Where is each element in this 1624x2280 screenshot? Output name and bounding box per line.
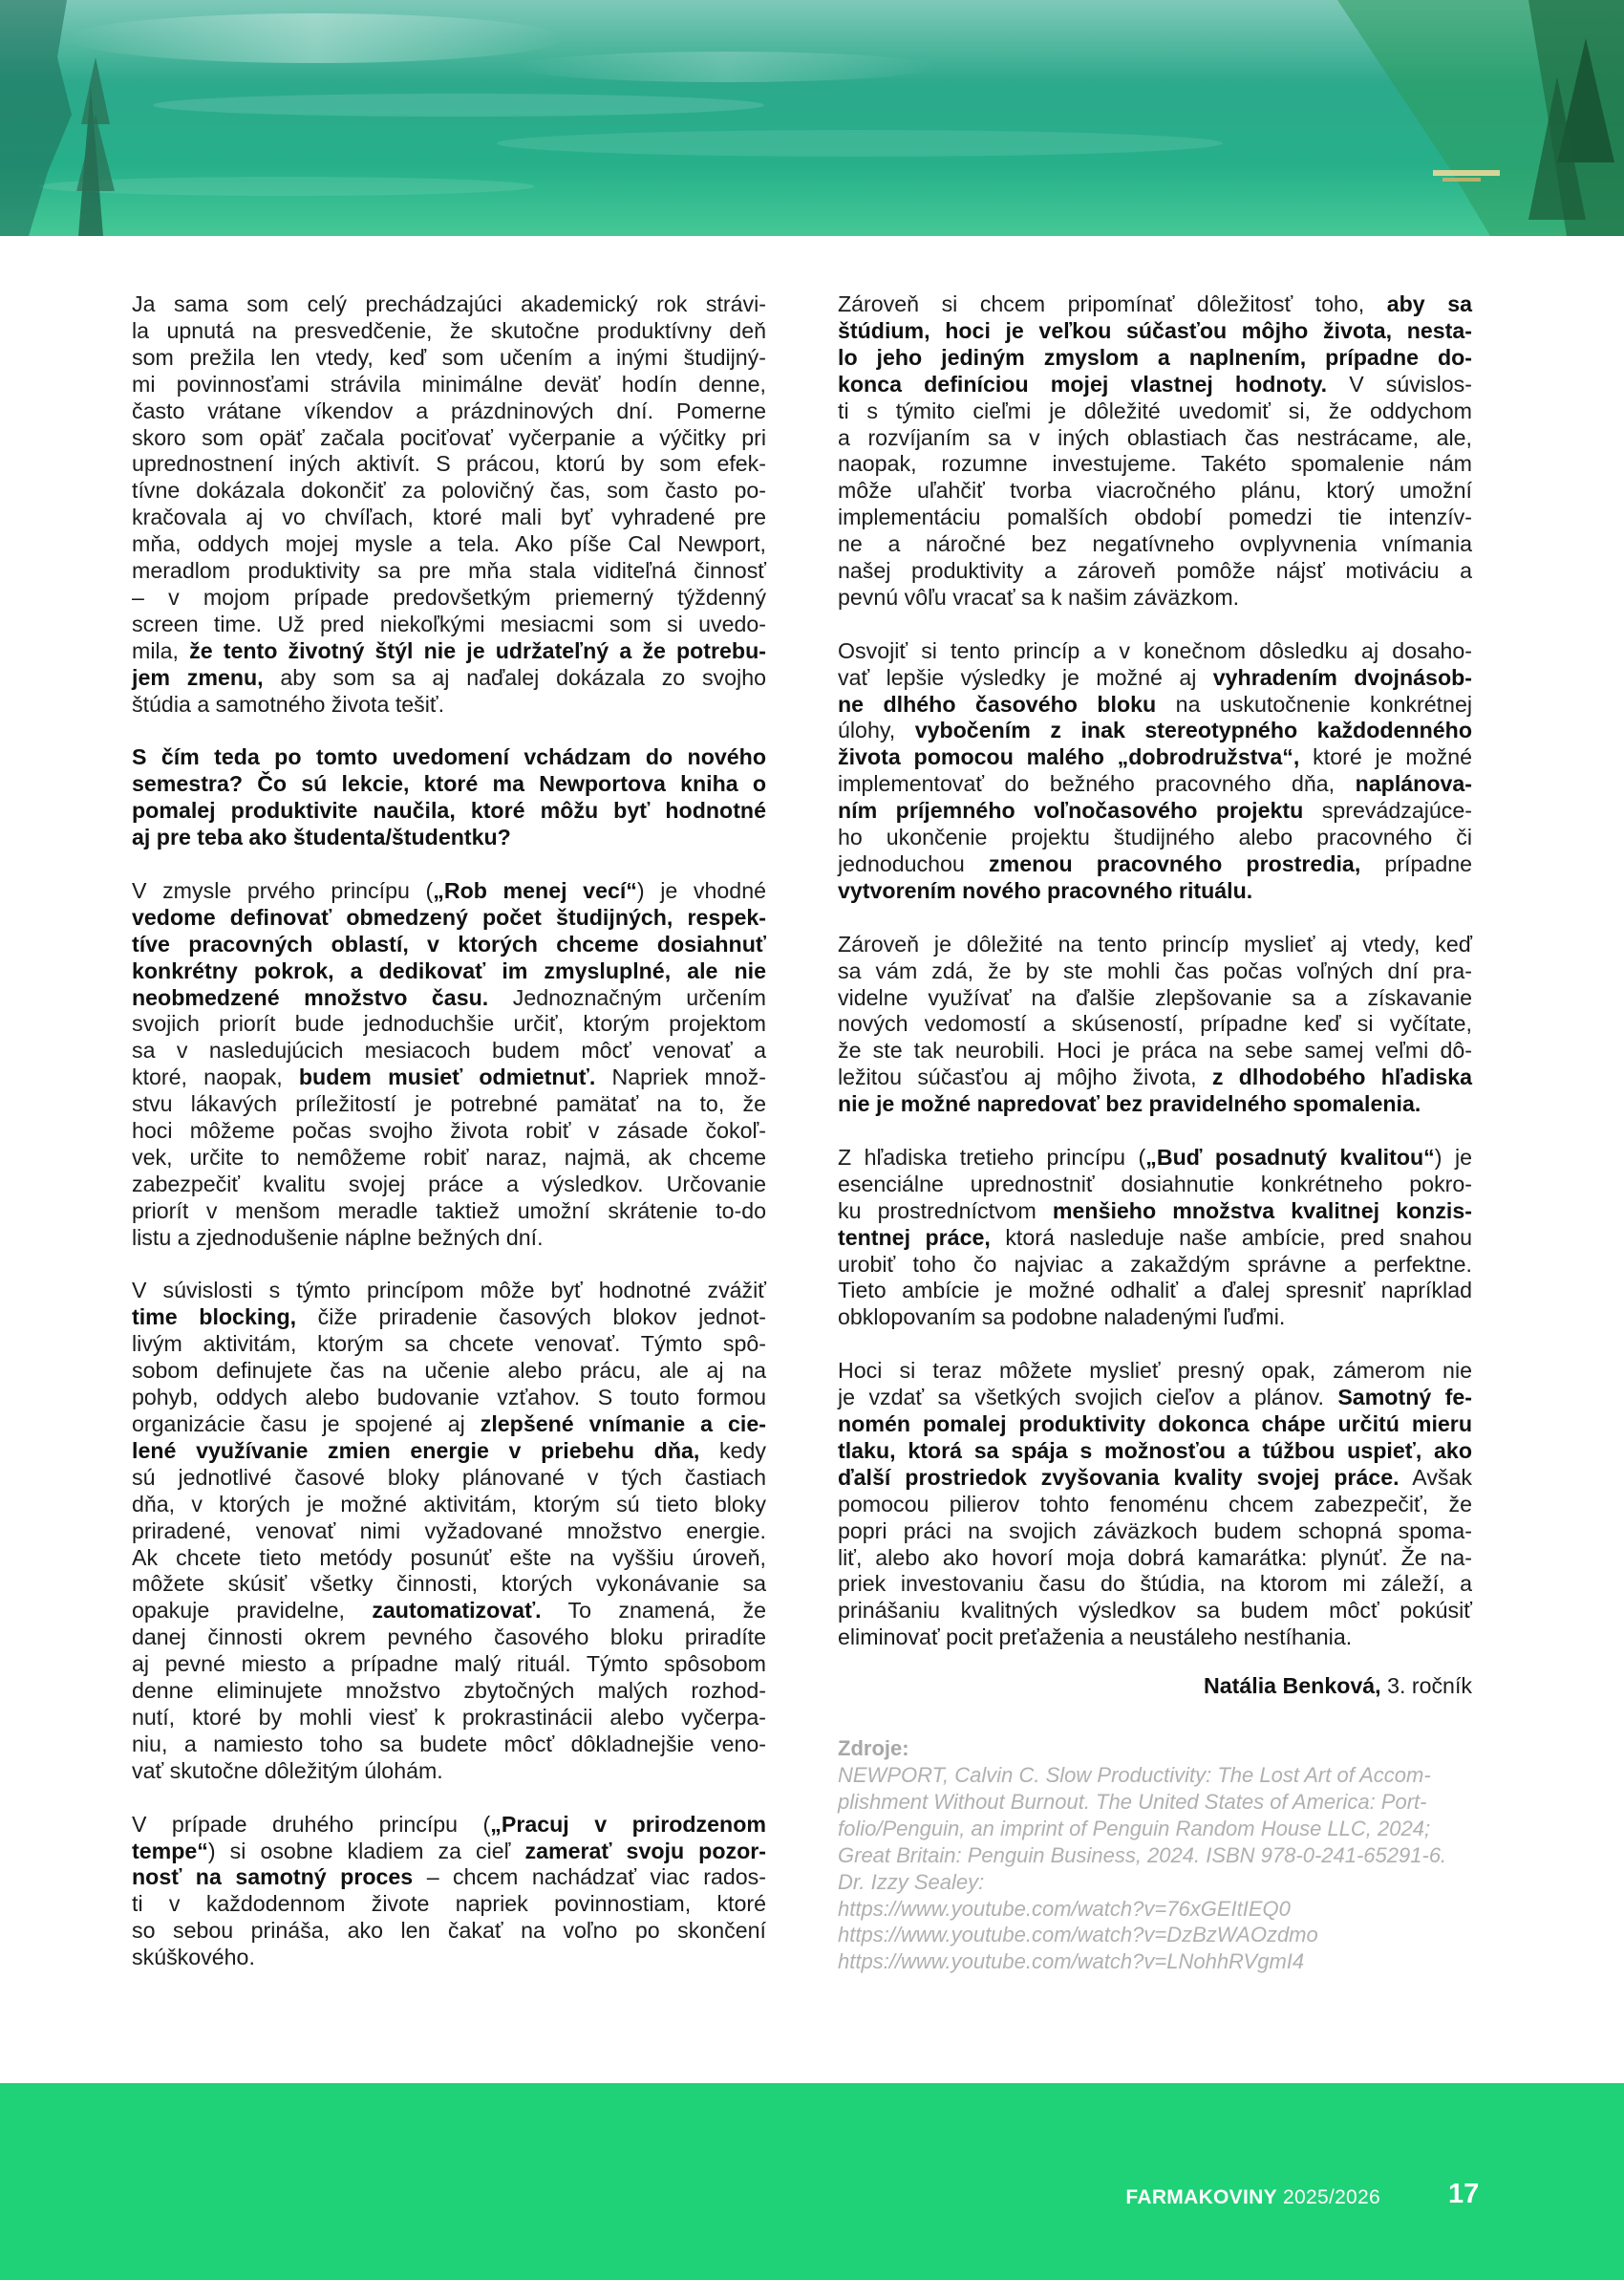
bold-text: nomén pomalej produktivity dokonca chápe určitú mieru: [838, 1411, 1472, 1436]
text-run: sprevádzajúce-: [1303, 798, 1472, 824]
text-run: vať skutočne dôležitým úlohám.: [132, 1757, 443, 1783]
text-line: [838, 744, 1472, 771]
text-line: [838, 1465, 1472, 1492]
text-line: [838, 531, 1472, 558]
text-run: liť, alebo ako hovorí moja dobrá kamarátka: plynúť. Že na-: [838, 1544, 1472, 1570]
text-run: hoci môžeme počas svojho života robiť v zásade čokoľ-: [132, 1118, 766, 1144]
bold-text: neobmedzené množstvo času.: [132, 984, 489, 1010]
text-line: [838, 558, 1472, 585]
text-run: kračovala aj vo chvíľach, ktoré mali byť vyhradené pre: [132, 505, 766, 530]
text-line: [132, 1385, 766, 1411]
text-run: Zároveň je dôležité na tento princíp myslieť aj vtedy, keď: [838, 931, 1472, 957]
text-line: [132, 1812, 766, 1839]
text-run: opakuje pravidelne,: [132, 1598, 373, 1624]
text-run: stvu lákavých príležitostí je potrebné pamätať na to, že: [132, 1091, 766, 1117]
hero-photo-banner: [0, 0, 1624, 236]
text-run: Zároveň si chcem pripomínať dôležitosť toho,: [838, 291, 1387, 316]
bold-text: tíve pracovných oblastí, v ktorých chceme dosiahnuť: [132, 931, 766, 957]
text-run: prípadne: [1360, 851, 1473, 877]
bold-text: S čím teda po tomto uvedomení vchádzam do nového: [132, 744, 766, 770]
text-run: naopak, rozumne investujeme. Takéto spomalenie nám: [838, 451, 1472, 477]
left_column-paragraph: [132, 1812, 766, 1971]
sources-section: [838, 1735, 1472, 1975]
left_column-paragraph: [132, 291, 766, 719]
bold-text: ďalší prostriedok zvyšovania kvality svojej práce.: [838, 1464, 1400, 1490]
source-item: plishment Without Burnout. The United States of America: Port-: [838, 1789, 1427, 1814]
article-right-column: [838, 291, 1472, 1975]
text-run: nutí, ktoré by mohli viesť k prokrastinácii alebo vyčerpa-: [132, 1704, 766, 1730]
text-run: ku prostredníctvom: [838, 1197, 1053, 1223]
text-line: [838, 1598, 1472, 1624]
text-run: pomocou pilierov tohto fenoménu chcem zabezpečiť, že: [838, 1491, 1472, 1516]
bold-text: zautomatizovať.: [372, 1598, 542, 1624]
left_column-paragraph: [132, 1278, 766, 1784]
text-run: jednoduchou: [838, 851, 990, 877]
text-line: [132, 1758, 766, 1785]
source-item: folio/Penguin, an imprint of Penguin Random House LLC, 2024;: [838, 1816, 1431, 1840]
text-line: [132, 1624, 766, 1651]
text-run: V súvislos-: [1327, 371, 1472, 397]
text-run: aby som sa aj naďalej dokázala zo svojho: [263, 664, 766, 690]
lake-forest-photo: [0, 0, 1624, 236]
text-line: [132, 1225, 766, 1252]
text-run: skúškového.: [132, 1945, 255, 1970]
bold-text: konca definíciou mojej vlastnej hodnoty.: [838, 371, 1328, 397]
magazine-name: FARMAKOVINY: [1125, 2186, 1277, 2208]
text-line: [132, 1038, 766, 1065]
magazine-label: [1125, 2186, 1380, 2209]
text-line: [838, 345, 1472, 372]
text-line: [132, 398, 766, 425]
text-line: [132, 478, 766, 505]
text-line: [132, 692, 766, 719]
text-line: [132, 451, 766, 478]
bold-text: pomalej produktivite naučila, ktoré môžu byť hodnotné: [132, 798, 766, 824]
bold-text: aj pre teba ako študenta/študentku?: [132, 825, 511, 850]
bold-text: „Rob menej vecí“: [433, 877, 637, 903]
text-line: [132, 1465, 766, 1492]
text-run: implementáciu pomalších období pomedzi tie intenzív-: [838, 505, 1472, 530]
text-run: mila,: [132, 637, 190, 663]
text-run: listu a zjednodušenie náplne bežných dní.: [132, 1224, 544, 1250]
text-run: ti v každodennom živote napriek povinnostiam, ktoré: [132, 1891, 766, 1917]
text-run: implementovať do bežného pracovného dňa,: [838, 771, 1356, 797]
text-run: Hoci si teraz môžete myslieť presný opak, zámerom nie: [838, 1358, 1472, 1384]
bold-text: zmenou pracovného prostredia,: [989, 851, 1361, 877]
bold-text: tlaku, ktorá sa spája s možnosťou a túžbou uspieť, ako: [838, 1437, 1472, 1463]
text-run: esenciálne uprednostniť dosiahnutie konkrétneho pokro-: [838, 1171, 1472, 1196]
bold-text: lo jeho jediným zmyslom a naplnením, prípadne do-: [838, 344, 1472, 370]
text-run: meradlom produktivity sa pre mňa stala viditeľná činnosť: [132, 558, 766, 584]
text-line: [838, 1278, 1472, 1304]
text-line: [838, 1172, 1472, 1198]
text-line: [838, 505, 1472, 531]
text-run: organizácie času je spojené aj: [132, 1411, 481, 1437]
text-line: [132, 744, 766, 771]
text-run: môže uľahčiť tvorba viacročného plánu, ktorý umožní: [838, 478, 1472, 504]
bold-text: Samotný fe-: [1337, 1385, 1472, 1410]
text-run: Napriek množ-: [595, 1065, 766, 1090]
text-run: ti s týmito cieľmi je dôležité uvedomiť si, že oddychom: [838, 398, 1472, 423]
text-line: [132, 1651, 766, 1678]
text-line: [838, 1011, 1472, 1038]
text-run: môžete skúsiť všetky činnosti, ktorých vykonávanie sa: [132, 1571, 766, 1597]
text-line: [132, 1411, 766, 1438]
text-line: [838, 1624, 1472, 1651]
text-run: svojich priorít bude jednoduchšie určiť, ktorým projektom: [132, 1011, 766, 1037]
text-run: mňa, oddych mojej mysle a tela. Ako píše Cal Newport,: [132, 531, 766, 557]
text-run: denne eliminujete množstvo zbytočných malých rozhod-: [132, 1678, 766, 1704]
text-line: [838, 1385, 1472, 1411]
text-line: [838, 718, 1472, 744]
text-run: screen time. Už pred niekoľkými mesiacmi som si uvedo-: [132, 611, 766, 636]
bold-text: naplánova-: [1355, 771, 1472, 797]
text-line: [132, 612, 766, 638]
bold-text: tentnej práce,: [838, 1224, 991, 1250]
text-run: tívne dokázala dokončiť za polovičný čas, som často po-: [132, 478, 766, 504]
bold-text: semestra? Čo sú lekcie, ktoré ma Newportova kniha o: [132, 771, 766, 797]
bold-text: tempe“: [132, 1838, 208, 1863]
text-run: eliminovať pocit preťaženia a neustáleho nestíhania.: [838, 1624, 1353, 1650]
text-line: [838, 878, 1472, 905]
text-line: [838, 1252, 1472, 1279]
bold-text: „Pracuj v prirodzenom: [490, 1811, 766, 1837]
source-item: Great Britain: Penguin Business, 2024. ISBN 978-0-241-65291-6.: [838, 1842, 1447, 1867]
text-line: [132, 1678, 766, 1705]
bold-text: vedome definovať obmedzený počet študijných, respek-: [132, 904, 766, 930]
text-run: vať lepšie výsledky je možné aj: [838, 664, 1213, 690]
author-name: Natália Benková,: [1204, 1673, 1381, 1699]
text-run: uprednostnení iných aktivít. S prácou, ktorú by som efek-: [132, 451, 766, 477]
magazine-year: 2025/2026: [1276, 2186, 1380, 2208]
text-run: našej produktivity a zároveň pomôže nájsť motiváciu a: [838, 558, 1472, 584]
text-line: [838, 1065, 1472, 1091]
text-line: [132, 958, 766, 985]
bold-text: života pomocou malého „dobrodružstva“,: [838, 744, 1300, 770]
text-line: [838, 1145, 1472, 1172]
text-line: [132, 585, 766, 612]
text-line: [132, 1145, 766, 1172]
text-line: [838, 1545, 1472, 1572]
right-column-paragraphs: [838, 291, 1472, 1651]
text-run: V zmysle prvého princípu (: [132, 877, 434, 903]
text-run: dňa, v ktorých je možné aktivitám, ktorým sú tieto bloky: [132, 1491, 766, 1516]
source-item: Dr. Izzy Sealey:: [838, 1869, 985, 1894]
text-line: [132, 638, 766, 665]
text-line: [838, 291, 1472, 318]
text-run: pevnú vôľu vracať sa k našim záväzkom.: [838, 584, 1240, 610]
bold-text: z dlhodobého hľadiska: [1211, 1065, 1473, 1090]
text-line: [838, 451, 1472, 478]
text-run: ne a náročné bez negatívneho ovplyvnenia vnímania: [838, 531, 1472, 557]
text-line: [132, 932, 766, 958]
text-run: ) si osobne kladiem za cieľ: [207, 1838, 525, 1863]
text-line: [132, 798, 766, 825]
text-line: [132, 1278, 766, 1304]
text-run: ležitou súčasťou aj môjho života,: [838, 1065, 1212, 1090]
text-run: prinášaniu kvalitných výsledkov sa budem môcť pokúsiť: [838, 1598, 1472, 1624]
text-line: [132, 1198, 766, 1225]
text-line: [132, 1705, 766, 1732]
text-line: [838, 665, 1472, 692]
text-line: [132, 1091, 766, 1118]
text-run: la upnutá na presvedčenie, že skutočne produktívny deň: [132, 317, 766, 343]
text-line: [838, 425, 1472, 452]
text-line: [838, 825, 1472, 851]
text-line: [838, 1038, 1472, 1065]
page-number: 17: [1448, 2179, 1480, 2209]
text-run: skoro som opäť začala pociťovať vyčerpanie a výčitky pri: [132, 424, 766, 450]
text-line: [132, 1358, 766, 1385]
text-line: [838, 638, 1472, 665]
text-run: som prežila len vtedy, keď som učením a inými študijný-: [132, 344, 766, 370]
text-run: štúdia a samotného života tešiť.: [132, 691, 445, 717]
text-run: že ste tak neurobili. Hoci je práca na sebe samej veľmi dô-: [838, 1038, 1472, 1064]
bold-text: time blocking,: [132, 1304, 297, 1330]
bold-text: ne dlhého časového bloku: [838, 691, 1157, 717]
text-line: [132, 1438, 766, 1465]
text-run: Ja sama som celý prechádzajúci akademický rok strávi-: [132, 291, 766, 316]
bold-text: nie je možné napredovať bez pravidelného spomalenia.: [838, 1091, 1421, 1117]
text-line: [838, 478, 1472, 505]
bold-text: budem musieť odmietnuť.: [298, 1065, 596, 1090]
author-year: 3. ročník: [1380, 1673, 1472, 1699]
text-line: [838, 585, 1472, 612]
source-item[interactable]: https://www.youtube.com/watch?v=76xGEItIEQ0: [838, 1896, 1291, 1921]
right_column-paragraph: [838, 1145, 1472, 1331]
text-run: ) je: [1434, 1144, 1472, 1170]
text-run: sú jednotlivé časové bloky plánované v tých častiach: [132, 1464, 766, 1490]
text-run: ktoré je možné: [1299, 744, 1472, 770]
text-line: [132, 291, 766, 318]
text-run: livým aktivitám, ktorým sa chcete venovať. Týmto spô-: [132, 1331, 766, 1357]
text-run: úlohy,: [838, 718, 915, 743]
page-footer: [0, 2083, 1624, 2280]
text-line: [132, 1598, 766, 1624]
text-run: pohyb, oddych alebo budovanie vzťahov. S touto formou: [132, 1385, 766, 1410]
bold-text: aby sa: [1386, 291, 1472, 316]
text-run: – v mojom prípade predovšetkým priemerný týždenný: [132, 584, 766, 610]
text-run: popri práci na svojich záväzkoch budem schopná spoma-: [838, 1517, 1472, 1543]
text-line: [838, 985, 1472, 1012]
text-line: [132, 372, 766, 398]
bold-text: lené využívanie zmien energie v priebehu dňa,: [132, 1437, 700, 1463]
text-line: [132, 985, 766, 1012]
text-line: [132, 878, 766, 905]
text-run: Z hľadiska tretieho princípu (: [838, 1144, 1146, 1170]
text-line: [132, 505, 766, 531]
bold-text: nosť na samotný proces: [132, 1864, 414, 1890]
article-left-column: [132, 291, 766, 1971]
text-line: [838, 1304, 1472, 1331]
text-run: čiže priradenie časových blokov jednot-: [296, 1304, 766, 1330]
text-run: Avšak: [1399, 1464, 1472, 1490]
text-line: [838, 1438, 1472, 1465]
text-run: kedy: [699, 1437, 766, 1463]
bold-text: „Buď posadnutý kvalitou“: [1145, 1144, 1435, 1170]
right_column-paragraph: [838, 291, 1472, 612]
text-line: [838, 1225, 1472, 1252]
bold-text: menšieho množstva kvalitnej konzis-: [1052, 1197, 1472, 1223]
text-line: [132, 1518, 766, 1545]
text-run: obklopovaním sa podobne naladenými ľuďmi.: [838, 1304, 1286, 1330]
text-line: [132, 1011, 766, 1038]
text-line: [132, 905, 766, 932]
source-item[interactable]: https://www.youtube.com/watch?v=LNohhRVgmI4: [838, 1949, 1305, 1974]
text-line: [838, 1091, 1472, 1118]
text-run: sobom definujete čas na učenie alebo prácu, ale aj na: [132, 1358, 766, 1384]
text-line: [838, 932, 1472, 958]
text-line: [132, 1172, 766, 1198]
text-line: [838, 771, 1472, 798]
text-run: so sebou prináša, ako len čakať na voľno po skončení: [132, 1918, 766, 1944]
text-line: [838, 1492, 1472, 1518]
text-run: ktoré, naopak,: [132, 1065, 299, 1090]
text-line: [132, 425, 766, 452]
text-line: [132, 345, 766, 372]
text-run: zabezpečiť kvalitu svojej práce a výsledkov. Určovanie: [132, 1171, 766, 1196]
text-line: [838, 958, 1472, 985]
text-run: Jednoznačným určením: [488, 984, 766, 1010]
bold-text: zamerať svoju pozor-: [524, 1838, 766, 1863]
source-item: NEWPORT, Calvin C. Slow Productivity: The Lost Art of Accom-: [838, 1762, 1431, 1787]
text-line: [132, 1891, 766, 1918]
text-run: – chcem nachádzať viac rados-: [413, 1864, 766, 1890]
text-line: [132, 1331, 766, 1358]
bold-text: vyhradením dvojnásob-: [1212, 664, 1472, 690]
text-line: [838, 398, 1472, 425]
source-item[interactable]: https://www.youtube.com/watch?v=DzBzWAOzdmo: [838, 1923, 1318, 1947]
text-line: [132, 1864, 766, 1891]
text-run: urobiť toho čo najviac a zakaždým správne a perfektne.: [838, 1251, 1472, 1277]
text-line: [838, 1358, 1472, 1385]
right_column-paragraph: [838, 1358, 1472, 1651]
right_column-paragraph: [838, 932, 1472, 1118]
text-line: [838, 692, 1472, 719]
text-run: Tieto ambície je možné odhaliť a ďalej spresniť napríklad: [838, 1278, 1472, 1303]
text-line: [838, 1198, 1472, 1225]
text-line: [132, 1571, 766, 1598]
sources-list: [838, 1762, 1472, 1975]
text-run: V súvislosti s týmto princípom môže byť hodnotné zvážiť: [132, 1278, 766, 1303]
text-line: [132, 1065, 766, 1091]
text-line: [838, 851, 1472, 878]
bold-text: jem zmenu,: [132, 664, 264, 690]
bold-text: vybočením z inak stereotypného každodenného: [914, 718, 1472, 743]
text-run: priek investovaniu času do štúdia, na ktorom mi záleží, a: [838, 1571, 1472, 1597]
text-line: [132, 1304, 766, 1331]
text-line: [838, 1411, 1472, 1438]
bold-text: vytvorením nového pracovného rituálu.: [838, 877, 1253, 903]
text-line: [132, 1839, 766, 1865]
text-line: [838, 1518, 1472, 1545]
text-line: [132, 558, 766, 585]
text-run: je vzdať sa všetkých svojich cieľov a plánov.: [838, 1385, 1338, 1410]
text-run: vek, určite to nemôžeme robiť naraz, najmä, ak chceme: [132, 1144, 766, 1170]
text-run: ) je vhodné: [636, 877, 766, 903]
text-line: [132, 318, 766, 345]
text-run: priradené, venovať nimi vyžadované množstvo energie.: [132, 1517, 766, 1543]
text-run: To znamená, že: [541, 1598, 766, 1624]
text-run: Osvojiť si tento princíp a v konečnom dôsledku aj dosaho-: [838, 637, 1472, 663]
text-line: [132, 1732, 766, 1758]
sources-heading: Zdroje:: [838, 1736, 909, 1761]
text-run: často vrátane víkendov a prázdninových dní. Pomerne: [132, 398, 766, 423]
bold-text: ním príjemného voľnočasového projektu: [838, 798, 1304, 824]
text-line: [132, 825, 766, 851]
text-run: aj pevné miesto a prípadne malý rituál. Týmto spôsobom: [132, 1651, 766, 1677]
text-line: [838, 798, 1472, 825]
text-run: danej činnosti okrem pevného časového bloku priradíte: [132, 1624, 766, 1650]
text-line: [132, 1945, 766, 1971]
text-line: [132, 771, 766, 798]
text-line: [132, 1545, 766, 1572]
text-run: nových vedomostí a skúseností, prípadne keď si vyčítate,: [838, 1011, 1472, 1037]
bold-text: štúdium, hoci je veľkou súčasťou môjho života, nesta-: [838, 317, 1472, 343]
text-run: na uskutočnenie konkrétnej: [1156, 691, 1472, 717]
text-line: [838, 318, 1472, 345]
text-line: [132, 1118, 766, 1145]
text-line: [838, 1571, 1472, 1598]
text-line: [838, 372, 1472, 398]
text-run: Ak chcete tieto metódy posunúť ešte na vyššiu úroveň,: [132, 1544, 766, 1570]
text-run: priorít v menšom meradle taktiež umožní skrátenie to-do: [132, 1197, 766, 1223]
bold-text: že tento životný štýl nie je udržateľný a že potrebu-: [189, 637, 766, 663]
text-run: niu, a namiesto toho sa budete môcť dôkladnejšie veno-: [132, 1731, 766, 1756]
bold-text: konkrétny pokrok, a dedikovať im zmysluplné, ale nie: [132, 957, 766, 983]
bold-text: zlepšené vnímanie a cie-: [480, 1411, 766, 1437]
text-run: a rozvíjaním sa v iných oblastiach čas nestrácame, ale,: [838, 424, 1472, 450]
text-line: [132, 531, 766, 558]
text-run: V prípade druhého princípu (: [132, 1811, 491, 1837]
text-line: [132, 1492, 766, 1518]
text-run: mi povinnosťami strávila minimálne deväť hodín denne,: [132, 371, 766, 397]
text-run: sa v nasledujúcich mesiacoch budem môcť venovať a: [132, 1038, 766, 1064]
left_column-paragraph: [132, 744, 766, 851]
text-line: [132, 1918, 766, 1945]
text-line: [132, 665, 766, 692]
text-run: sa vám zdá, že by ste mohli čas počas voľných dní pra-: [838, 957, 1472, 983]
author-signature: [838, 1673, 1472, 1700]
text-run: videlne využívať na ďalšie zlepšovanie sa a získavanie: [838, 984, 1472, 1010]
text-run: ho ukončenie projektu študijného alebo pracovného či: [838, 825, 1472, 850]
text-run: ktorá nasleduje naše ambície, pred snahou: [990, 1224, 1473, 1250]
left_column-paragraph: [132, 878, 766, 1252]
right_column-paragraph: [838, 638, 1472, 905]
